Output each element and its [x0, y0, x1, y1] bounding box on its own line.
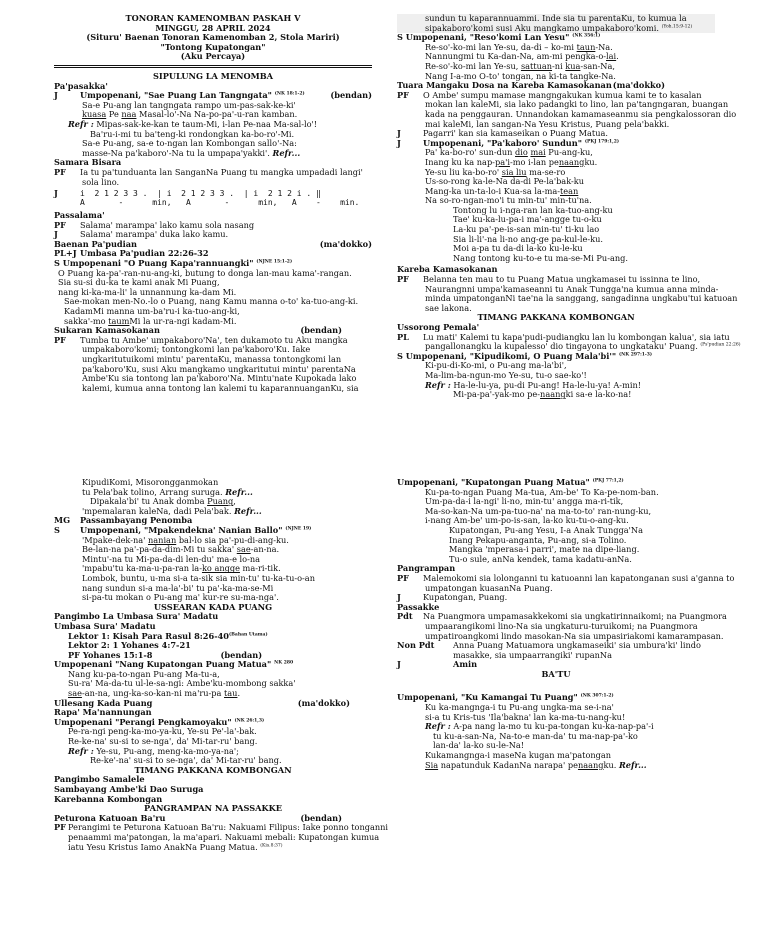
lyric-line: kuasa Pe naa Masal-lo'-Na Na-po-pa'-u-ran kamban.: [82, 109, 298, 120]
lyric-line: Sa-e Pu-ang, sa-e to-ngan lan Kombongan sallo'-Na:: [82, 138, 297, 149]
section-heading: TIMANG PAKKANA KOMBONGAN: [477, 312, 635, 323]
song-heading: S Umpopenani, "Kipudikomi, O Puang Mala'bi'" $^{(NK 297:1-3)}$: [397, 350, 653, 361]
song-heading: Umpopenani "Perangi Pengkamoyaku" $^{(NK 26:1,3)}$: [54, 716, 265, 727]
paragraph-line: sola lino.: [82, 176, 120, 187]
song-heading: S Umpopenani "O Puang Kapa'rannuangki" $^{(NJNE 15:1-2)}$: [54, 258, 293, 269]
heading-tuara: Tuara Mangaku Dosa na Kareba Kamasokanan (ma'dokko): [397, 80, 665, 91]
section-heading: PANGRAMPAN NA PASSAKKE: [144, 803, 282, 814]
song-heading: S Umpopenani, "Reso'komi Lan Yesu" $^{(NK 356:1)}$: [397, 32, 601, 43]
heading-passalama: Passalama': [54, 210, 105, 221]
song-heading: Umpopenani "Nang Kupatongan Puang Matua" $^{NK 280}$: [54, 659, 294, 670]
song-heading: Umpopenani, "Ku Kamangai Tu Puang" $^{(NK 307:1-2)}$: [397, 692, 614, 703]
doc-title: TONORAN KAMENOMBAN PASKAH V: [125, 13, 301, 23]
column-bottom-left: KipudiKomi, Misorongganmokan tu Pela'bak tolino, Arrang suruga. Refr... Dipakala'bi' tu Anak domba Puang, 'mpemalaran kaleNa, dadi Pela'bak. Refr... MG Passambayang Penomba S Umpopenani, "Mpakendekna' Nanian Ballo" $^{(NJNE 19)}$ 'Mpake-dek-na' nanian bal-lo sia pa'-pu-di-ang-ku. Be-lan-na pa'-pa-da-dim-Mi tu sakka' sae-an-na. Mintu'-na tu Mi-pa-da-di len-du' ma-e lo-na 'mpabu'tu ka-ma-u-pa-ran la-ko angge ma-ri-tik. Lombok, buntu, u-ma si-a ta-sik sia min-tu' tu-ka-tu-o-an nang sundun si-a ma-la'-bi' tu pa'-ka-ma-se-Mi si-pa-tu mokan o Pu-ang ma' kur-re su-ma-nga'. USSEARAN KADA PUANG Pangimbo La Umbasa Sura' Madatu Umbasa Sura' Madatu Lektor 1: Kisah Para Rasul $8:26-40^{(Bahan Utama)}$ Lektor 2: 1 Yohanes 4:7-21 PF Yohanes 15:1-8 (bendan) Umpopenani "Nang Kupatongan Puang Matua" $^{NK 280}$ Nang ku-pa-to-ngan Pu-ang Ma-tu-a, Su-ra' Ma-da-tu ul-le-sa-ngi: Ambe'ku-mombong sakka' sae-an-na, ung-ka-so-kan-ni ma'ru-pa tau. Ullesang Kada Puang (ma'dokko) Rapa' Ma'nannungan Umpopenani "Perangi Pengkamoyaku" $^{(NK 26:1,3)}$ Pe-ra-ngi peng-ka-mo-ya-ku, Ye-su Pe'-la'-bak. Re-ke-na' su-si to se-nga', da' Mi-tar-ru' bang. Refr : Ye-su, Pu-ang, meng-ka-mo-ya-na'; Re-ke'-na' su-si to se-nga', da' Mi-tar-ru' bang. TIMANG PAKKANA KOMBONGAN Pangimbo Samalele Sambayang Ambe'ki Dao Suruga Karebanna Kombongan PANGRAMPAN NA PASSAKKE Peturona Katuoan Ba'ru (bendan) PF Perangimi te Peturona Katuoan Ba'ru: Nakuami Filipus: Iake ponno tonganni penaammi ma'patongan, la ma'apari. Nakuami mebali: Kupatongan kumua iatu Yesu Kristus Iamo AnakNa Puang Matua. $^{(Kis.8:37)}$: [54, 477, 389, 852]
doc-theme-translation: (Aku Percaya): [180, 51, 246, 62]
section-heading: TIMANG PAKKANA KOMBONGAN: [134, 764, 292, 775]
refrain-line: Ba'ru-i-mi tu ba'teng-ki rondongkan ka-bo-ro'-Mi.: [90, 128, 295, 139]
section-heading: BA'TU: [541, 668, 571, 679]
lyric-line: Sa-e Pu-ang lan tangngata rampo um-pas-sak-ke-ki': [82, 99, 296, 110]
section-heading: USSEARAN KADA PUANG: [153, 601, 273, 612]
column-top-right: sundun tu kaparannuammi. Inde sia tu parentaKu, to kumua la sipakaboro'komi susi Aku mangkamo umpakaboro'komi. $^{(Yoh.15:9-12)}$ S Umpopenani, "Reso'komi Lan Yesu" $^{(NK 356:1)}$ Re-so'-ko-mi lan Ye-su, da-di – ko-mi taun-Na. Nannungmi tu Ka-dan-Na, am-mi pengka-o-lai. Re-so'-ko-mi lan Ye-su, sattuan-ni kua-san-Na, Nang I-a-mo O-to' tongan, na ki-ta tangke-Na. Tuara Mangaku Dosa na Kareba Kamasokanan (ma'dokko) PF O Ambe' sumpu mamase mangngakukan kumua kami te to kasalan mokan lan kaleMi, sia lako padangki to lino, lan pa'tangngaran, buangan kada na penggauran. Unnandokan kamamaseanmu sia pengkalossoran dio mai kaleMi, lan sangan-Na Yesu Kristus, Puang pela'bakki. J Pagarri' kan sia kamaseikan o Puang Matua. J Umpopenani, "Pa'kaboro' Sundun" $^{(PKJ 179:1,2)}$ Pa' ka-bo-ro' sun-dun dio mai Pu-ang-ku, Inang ku ka nap-pa'i-mo i-lan penaangku. Ye-su liu ka-bo-ro' sia liu ma-se-ro Us-so-rong ka-le-Na da-di Pe-la'bak-ku Mang-ka un-ta-lo-i Kua-sa la-ma-tean Na so-ro-ngan-mo'i tu min-tu' min-tu'na. Tontong lu i-nga-ran lan ka-tuo-ang-ku Tae' ku-ka-lu-pa-i ma'-angge tu-o-ku La-ku pa'-pe-is-san min-tu' ti-ku lao Sia li-li'-na li-no ang-ge pa-kul-le-ku. Moi a-pa tu da-di la-ko ku-le-ku Nang tontong ku-to-e tu ma-se-Mi Pu-ang. Kareba Kamasokanan PF Belanna ten mau to tu Puang Matua ungkamasei tu issinna te lino, Naurangnni umpa'kamaseanni tu Anak Tungga'na kumua anna minda- minda umpatonganNi tae'na la sanggang, sangadinna ungkabu'tui katuoan sae lakona. TIMANG PAKKANA KOMBONGAN Ussorong Pemala' PL Lu mati' Kalemi tu kapa'pudi-pudiangku lan lu kombongan kalua', sia iatu pangallonangku la kupalesso' dio tingayona to ungkataku' Puang. $^{(Ps'pudian 22:26)}$ S Umpopenani, "Kipudikomi, O Puang Mala'bi'" $^{(NK 297:1-3)}$ Ki-pu-di-Ko-mi, o Pu-ang ma-la'bi', Ma-lim-ba-ngun-mo Ye-su, tu-o sae-ko'! Refr : Ha-le-lu-ya, pu-di Pu-ang! Ha-le-lu-ya! A-min! Mi-pa-pa'-yak-mo pe-naangki sa-e la-ko-na!: [397, 13, 741, 400]
heading-samara: Samara Bisara: [54, 157, 122, 168]
heading-ussorong: Ussorong Pemala': [397, 322, 480, 332]
paragraph-line: PF Ia tu pa'tunduanta lan SanganNa Puang tu mangka umpadadi langi': [54, 166, 363, 177]
doc-subtitle: (Situru' Baenan Tonoran Kamenomban 2, Stola Mariri): [86, 32, 340, 43]
heading-sukaran: Sukaran Kamasokanan (bendan): [54, 325, 342, 336]
song-heading: S Umpopenani, "Mpakendekna' Nanian Ballo" $^{(NJNE 19)}$: [54, 524, 312, 535]
doc-date: MINGGU, 28 APRIL 2024: [155, 22, 271, 33]
heading-papasakka: Pa'pasakka': [54, 80, 108, 91]
amen-notation: J i 2 1 2 3 3 . | i 2 1 2 3 3 . | i 2 1 2 i . ‖ A - min, A - min, A - min.: [54, 188, 360, 208]
heading-baenan: Baenan Pa'pudian (ma'dokko): [54, 238, 372, 249]
doc-theme: "Tontong Kupatongan": [160, 41, 266, 52]
lyric-line: masse-Na pa'kaboro'-Na tu la umpapa'yakki'. Refr...: [82, 147, 301, 158]
refrain-line: Refr : Mipas-sak-ke-kan te taum-Mi, i-lan Pe-naa Ma-sal-lo'!: [68, 118, 318, 129]
song-heading: J Umpopenani, "Pa'kaboro' Sundun" $^{(PKJ 179:1,2)}$: [397, 137, 619, 148]
section-heading: SIPULUNG LA MENOMBA: [152, 70, 274, 81]
column-bottom-right: Umpopenani, "Kupatongan Puang Matua" $^{(PKJ 77:1,2)}$ Ku-pa-to-ngan Puang Ma-tua, Am-be' To Ka-pe-nom-ban. Um-pa-da-i la-ngi' li-no, min-tu' angga ma-ri-tik, Ma-so-kan-Na um-pa-tuo-na' na ma-to-to' ran-nung-ku, i-nang Am-be' um-po-is-san, la-ko ku-tu-o-ang-ku. Kupatongan, Pu-ang Yesu, I-a Anak Tungga'Na Inang Pekapu-anganta, Pu-ang, si-a Tolino. Mangka 'mperasa-i parri', mate na dipe-liang. Tu-o sule, anNa kendek, tama kadatu-anNa. Pangrampan PF Malemokomi sia lolonganni tu katuoanni lan kapatonganan susi a'ganna to umpatongan kuasanNa Puang. J Kupatongan, Puang. Passakke Pdt Na Puangmora umpamasakkekomi sia ungkatirinnaikomi; na Puangmora umpaarangikomi lino-Na sia ungkaturu-turuikomi; na Puangmora umpatiroangkomi lindo masokan-Na sia umpasiriakomi kamarampasan. Non Pdt Anna Puang Matuamora ungkamaseiki' sia umbura'ki' lindo masakke, sia umpaarrangiki' rupanNa J Amin BA'TU Umpopenani, "Ku Kamangai Tu Puang" $^{(NK 307:1-2)}$ Ku ka-mangnga-i tu Pu-ang ungka-ma se-i-na' si-a tu Kris-tus 'Ila'bakna' lan ka-ma-tu-nang-ku! Refr : A-pa nang la-mo tu ku-pa-tongan ku-ka-nap-pa'-i tu ku-a-san-Na, Na-to-e man-da' tu ma-nap-pa'-ko lan-da' la-ko su-le-Na! Kukamangnga-i maseNa kugan ma'patongan Sia napatunduk KadanNa narapa' penaangku. Refr...: [397, 477, 735, 770]
column-top-left: TONORAN KAMENOMBAN PASKAH V MINGGU, 28 APRIL 2024 (Situru' Baenan Tonoran Kamenomban 2, Stola Mariri) "Tontong Kupatongan" (Aku Percaya) SIPULUNG LA MENOMBA Pa'pasakka' J Umpopenani, "Sae Puang Lan Tangngata" $^{(NK 18:1-2)}$ (bendan) Sa-e Pu-ang lan tangngata rampo um-pas-sak-ke-ki' kuasa Pe naa Masal-lo'-Na Na-po-pa'-u-ran kamban. Refr : Mipas-sak-ke-kan te taum-Mi, i-lan Pe-naa Ma-sal-lo'! Ba'ru-i-mi tu ba'teng-ki rondongkan ka-bo-ro'-Mi. Sa-e Pu-ang, sa-e to-ngan lan Kombongan sallo'-Na: masse-Na pa'kaboro'-Na tu la umpapa'yakki'. Refr... Samara Bisara PF Ia tu pa'tunduanta lan SanganNa Puang tu mangka umpadadi langi' sola lino. J i 2 1 2 3 3 . | i 2 1 2 3 3 . | i 2 1 2 i . ‖ A - min, A - min, A - min. Passalama' PF Salama' marampa' lako kamu sola nasang J Salama' marampa' duka lako kamu. Baenan Pa'pudian (ma'dokko) PL+J Umbasa Pa'pudian 22:26-32 S Umpopenani "O Puang Kapa'rannuangki" $^{(NJNE 15:1-2)}$ O Puang ka-pa'-ran-nu-ang-ki, butung to donga lan-mau kama'-rangan. Sia su-si du-ka te kami anak Mi Puang, nang ki-ka-ma-li' la unnannung ka-dam Mi. Sae-mokan men-No.-lo o Puang, nang Kamu manna o-to' ka-tuo-ang-ki. KadamMi manna um-ba'ru-i ka-tuo-ang-ki, sakka'-mo taumMi la ur-ra-ngi kadam-Mi. Sukaran Kamasokanan (bendan) PF Tumba tu Ambe' umpakaboro'Na', ten dukamoto tu Aku mangka umpakaboro'komi; tontongkomi lan pa'kaboro'Ku. Iake ungkaritutuikomi mintu' parentaKu, manassa tontongkomi lan pa'kaboro'Ku, susi Aku mangkamo ungkaritutui mintu' parentaNa Ambe'Ku sia tontong lan pa'kaboro'Na. Mintu'nate Kupokada lako kalemi, kumua anna tontong lan kalemi tu kaparannuanganKu, sia: [54, 13, 372, 393]
divider: [54, 67, 372, 68]
song-heading: Umpopenani, "Kupatongan Puang Matua" $^{(PKJ 77:1,2)}$: [397, 477, 624, 487]
song-heading: J Umpopenani, "Sae Puang Lan Tangngata" $^{(NK 18:1-2)}$ (bendan): [54, 90, 372, 101]
heading-kareba: Kareba Kamasokanan: [397, 264, 498, 275]
divider: [54, 65, 372, 66]
